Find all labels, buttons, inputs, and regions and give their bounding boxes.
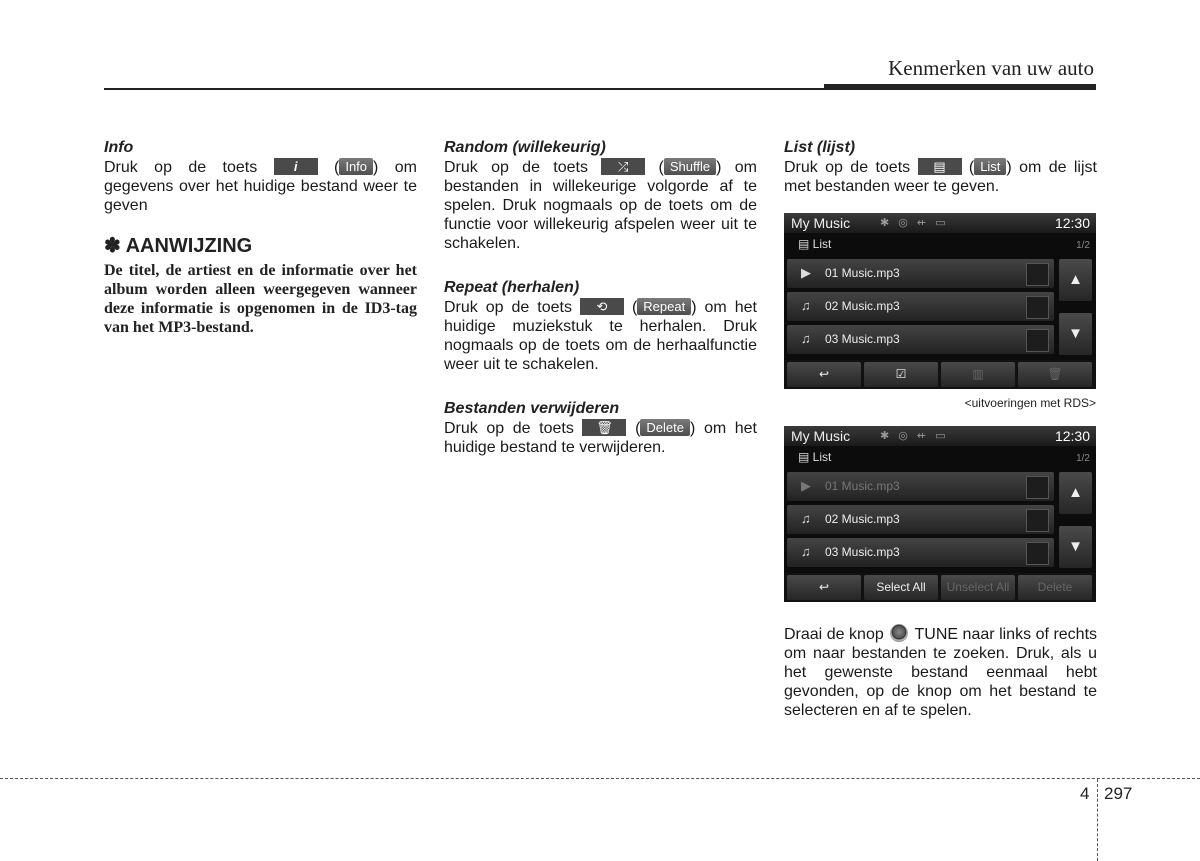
scroll-down-icon[interactable]: ▼: [1059, 526, 1092, 568]
copy-icon[interactable]: ▥: [941, 362, 1015, 387]
column-1: [104, 138, 417, 337]
repeat-paragraph: Druk op de toets ⟲ ( Repeat ) om het huidige muziekstuk te herhalen. Druk nogmaals op de toets om de herhaalfunctie weer uit te schakelen.: [444, 298, 757, 373]
info-text-1: Druk op de toets: [104, 159, 258, 176]
list-subtitle: ▤ List: [798, 237, 832, 251]
list-title: List (lijst): [784, 139, 856, 156]
repeat-text-1: Druk op de toets: [444, 299, 572, 316]
select-icon[interactable]: ☑: [864, 362, 938, 387]
random-text-2: om bestanden in willekeurige volgorde af te spelen. Druk nogmaals op de toets om de functie voor willekeurig afspelen weer uit te schakelen.: [444, 159, 757, 252]
list-icon: ▤: [918, 158, 962, 175]
screen-status-bar: [784, 213, 1096, 233]
back-button[interactable]: ↩: [787, 362, 861, 387]
footer-dashed-line: [0, 778, 1200, 779]
header-rule: [104, 88, 824, 90]
music-screen-list: [784, 213, 1096, 389]
info-label: Info: [339, 158, 373, 175]
repeat-title: Repeat (herhalen): [444, 279, 580, 296]
shuffle-label: Shuffle: [664, 158, 716, 175]
checkbox[interactable]: [1026, 476, 1049, 499]
list-text-2: om de lijst met bestanden weer te geven.: [784, 159, 1097, 195]
unselect-all-button[interactable]: Unselect All: [941, 575, 1015, 600]
scroll-up-icon[interactable]: ▲: [1059, 259, 1092, 301]
tune-paragraph: [784, 625, 1097, 720]
checkbox[interactable]: [1026, 329, 1049, 352]
select-all-button[interactable]: Select All: [864, 575, 938, 600]
delete-text-2: om het huidige bestand te verwijderen.: [444, 420, 758, 456]
screen-bottom-bar: [784, 573, 1096, 602]
column-2: [444, 138, 757, 457]
list-item[interactable]: [787, 292, 1054, 321]
column-3: [784, 138, 1097, 196]
music-note-icon: ♫: [801, 511, 811, 526]
random-paragraph: Druk op de toets ⤮ ( Shuffle ) om bestanden in willekeurige volgorde af te spelen. Druk nogmaals op de toets om de functie voor willekeurig afspelen weer uit te schakelen.: [444, 158, 757, 252]
music-note-icon: ♫: [801, 544, 811, 559]
status-icons: ✱ ◎ ⇷ ▭: [880, 217, 949, 229]
info-paragraph: Druk op de toets i ( Info ) om gegevens over het huidige bestand weer te geven: [104, 158, 417, 214]
scroll-up-icon[interactable]: ▲: [1059, 472, 1092, 514]
repeat-icon: ⟲: [580, 298, 624, 315]
music-screen-select: [784, 426, 1096, 602]
footer-dashed-divider: [1097, 779, 1098, 861]
page-number: 297: [1104, 784, 1133, 803]
trash-icon: 🗑: [582, 419, 626, 436]
list-paragraph: Druk op de toets ▤ ( List ) om de lijst met bestanden weer te geven.: [784, 158, 1097, 195]
screen-title: My Music: [791, 215, 851, 231]
file-name: 01 Music.mp3: [825, 266, 900, 280]
file-name: 02 Music.mp3: [825, 512, 900, 526]
status-icons: ✱ ◎ ⇷ ▭: [880, 430, 949, 442]
note-title: ✽ AANWIJZING: [104, 235, 253, 257]
page-header-title: Kenmerken van uw auto: [888, 56, 1094, 80]
music-note-icon: ♫: [801, 331, 811, 346]
clock: 12:30: [1054, 215, 1090, 231]
list-item[interactable]: [787, 325, 1054, 354]
file-name: 01 Music.mp3: [825, 479, 900, 493]
play-icon: ▶: [801, 478, 811, 493]
scroll-down-icon[interactable]: ▼: [1059, 313, 1092, 355]
file-name: 03 Music.mp3: [825, 545, 900, 559]
music-note-icon: ♫: [801, 298, 811, 313]
tune-knob-icon: [890, 624, 908, 642]
clock: 12:30: [1054, 428, 1090, 444]
file-name: 02 Music.mp3: [825, 299, 900, 313]
info-icon: i: [274, 158, 318, 175]
random-text-1: Druk op de toets: [444, 159, 588, 176]
back-button[interactable]: ↩: [787, 575, 861, 600]
list-subtitle: ▤ List: [798, 450, 832, 464]
page-indicator: 1/2: [1076, 453, 1090, 464]
info-title: Info: [104, 139, 134, 156]
figure-caption: <uitvoeringen met RDS>: [964, 396, 1096, 410]
tune-text-2: TUNE naar links of rechts om naar bestanden te zoeken. Druk, als u het gewenste bestand eenmaal hebt gevonden, op de knop om het bestand te selecteren en af te spelen.: [784, 626, 1098, 719]
chapter-number: 4: [1080, 784, 1090, 803]
info-text-2: om gegevens over het huidige bestand weer te geven: [104, 159, 417, 214]
list-label: List: [974, 158, 1006, 175]
repeat-label: Repeat: [637, 298, 691, 315]
play-icon: ▶: [801, 265, 811, 280]
header-rule-thick: [824, 84, 1096, 90]
tune-text-1: Draai de knop: [784, 626, 884, 643]
delete-label: Delete: [640, 419, 690, 436]
delete-text-1: Druk op de toets: [444, 420, 574, 437]
checkbox[interactable]: [1026, 542, 1049, 565]
delete-button[interactable]: Delete: [1018, 575, 1092, 600]
list-item[interactable]: [787, 259, 1054, 288]
note-body: De titel, de artiest en de informatie over het album worden alleen weergegeven wanneer deze informatie is opgenomen in de ID3-tag van het MP3-bestand.: [104, 262, 417, 336]
list-text-1: Druk op de toets: [784, 159, 911, 176]
screen-bottom-bar: [784, 360, 1096, 389]
list-item[interactable]: [787, 472, 1054, 501]
page-indicator: 1/2: [1076, 240, 1090, 251]
shuffle-icon: ⤮: [601, 158, 645, 175]
repeat-text-2: om het huidige muziekstuk te herhalen. Druk nogmaals op de toets om de herhaalfunctie weer uit te schakelen.: [444, 299, 757, 373]
screen-title: My Music: [791, 428, 851, 444]
checkbox[interactable]: [1026, 509, 1049, 532]
delete-title: Bestanden verwijderen: [444, 400, 620, 417]
list-item[interactable]: [787, 505, 1054, 534]
checkbox[interactable]: [1026, 296, 1049, 319]
file-name: 03 Music.mp3: [825, 332, 900, 346]
screen-status-bar: [784, 426, 1096, 446]
random-title: Random (willekeurig): [444, 139, 606, 156]
checkbox[interactable]: [1026, 263, 1049, 286]
trash-icon[interactable]: 🗑: [1018, 362, 1092, 387]
list-item[interactable]: [787, 538, 1054, 567]
delete-paragraph: Druk op de toets 🗑 ( Delete ) om het huidige bestand te verwijderen.: [444, 419, 758, 456]
